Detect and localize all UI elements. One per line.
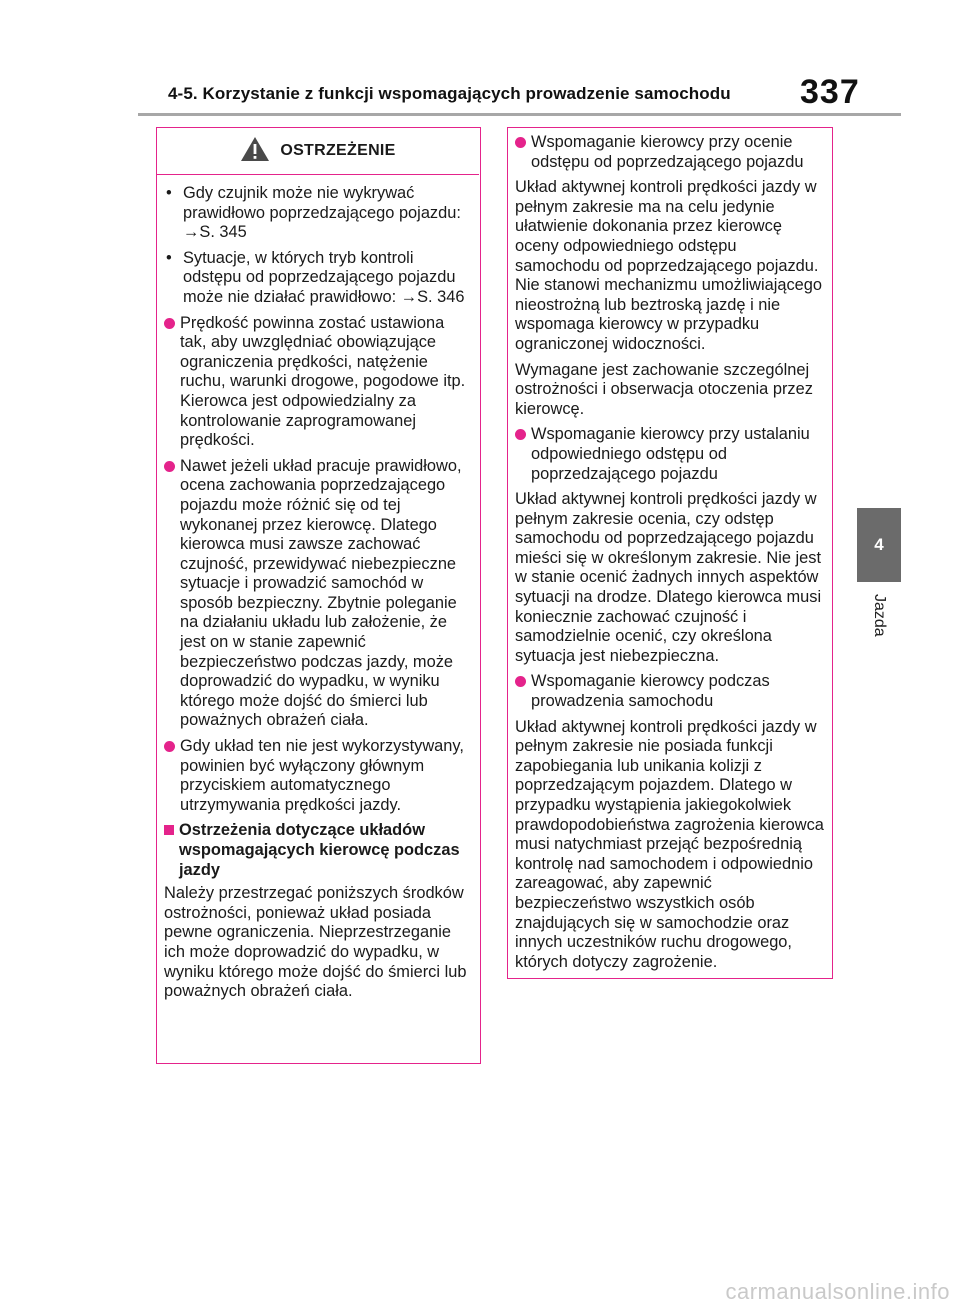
list-item: [164, 249, 472, 308]
section-heading: [515, 425, 824, 484]
item-text: Gdy układ ten nie jest wykorzystywany, powinien być wyłączony głównym przyciskiem automatycznego utrzymywania prędkości jazdy.: [180, 737, 464, 814]
square-bullet-icon: [164, 825, 174, 835]
bullet-marker: •: [166, 184, 172, 202]
item-text: Prędkość powinna zostać ustawiona tak, aby uwzględniać obowiązujące ograniczenia prędkości, natężenie ruchu, warunki drogowe, pogodowe itp. Kierowca jest odpowiedzialny za kontrolowanie zaprogramowanej prędkości.: [180, 313, 466, 450]
watermark: carmanualsonline.info: [725, 1279, 950, 1304]
list-item: [164, 314, 472, 451]
dot-bullet-icon: [515, 676, 526, 687]
section-paragraph: Układ aktywnej kontroli prędkości jazdy w pełnym zakresie ma na celu jedynie ułatwienie dokonania przez kierowcę oceny odpowiedniego odstępu samochodu od poprzedzającego pojazdu. Nie stanowi mechanizmu umożliwiającego nieostrożną lub beztroską jazdę i nie wspomaga kierowcy w przypadku ograniczonej widoczności.: [515, 178, 823, 353]
list-item: [164, 457, 472, 731]
section-title: Wspomaganie kierowcy przy ocenie odstępu od poprzedzającego pojazdu: [531, 133, 804, 171]
chapter-tab[interactable]: 4: [857, 508, 901, 582]
section-paragraph: Układ aktywnej kontroli prędkości jazdy w pełnym zakresie nie posiada funkcji zapobiegania lub unikania kolizji z poprzedzającym pojazdem. Dlatego w przypadku wystąpienia jakiegokolwiek prawdopodobieństwa zagrożenia kierowca musi natychmiast przejąć bezpośrednią kontrolę nad samochodem i odpowiednio zareagować, aby zapewnić bezpieczeństwo wszystkich osób znajdujących się w samochodzie oraz innych uczestników ruchu drogowego, których dotyczy zagrożenie.: [515, 717, 824, 971]
subheading-text: Ostrzeżenia dotyczące układów wspomagających kierowcę podczas jazdy: [179, 821, 460, 879]
page-number: 337: [800, 73, 860, 111]
warning-title: OSTRZEŻENIE: [280, 142, 396, 159]
bullet-text: Sytuacje, w których tryb kontroli odstępu od poprzedzającego pojazdu może nie działać prawidłowo: →S. 346: [183, 248, 465, 306]
dot-bullet-icon: [164, 461, 175, 472]
list-item: [164, 737, 472, 815]
warning-header: [157, 128, 479, 175]
warning-triangle-icon: [240, 136, 270, 167]
page-header-title: 4-5. Korzystanie z funkcji wspomagających prowadzenie samochodu: [168, 84, 731, 103]
dot-bullet-icon: [515, 137, 526, 148]
continued-warning-box: [507, 127, 833, 979]
closing-paragraph: Należy przestrzegać poniższych środków ostrożności, ponieważ układ posiada pewne ograniczenia. Nieprzestrzeganie ich może doprowadzić do wypadku, w wyniku którego może dojść do śmierci lub poważnych obrażeń ciała.: [164, 884, 467, 1001]
section-heading: [515, 672, 824, 711]
chapter-label: Jazda: [871, 594, 888, 637]
list-item: [164, 184, 472, 243]
bullet-marker: •: [166, 248, 172, 267]
section-paragraph: Układ aktywnej kontroli prędkości jazdy w pełnym zakresie ocenia, czy odstęp samochodu od poprzedzającego pojazdu mieści się w określonym zakresie. Nie jest w stanie ocenić żadnych innych aspektów sytuacji na drodze. Dlatego kierowca musi koniecznie zachować czujność i samodzielnie ocenić, czy określona sytuacja jest niebezpieczna.: [515, 490, 822, 665]
header-rule: [138, 113, 901, 116]
right-content: [515, 133, 824, 972]
dot-bullet-icon: [164, 741, 175, 752]
warning-content: [164, 175, 472, 1002]
bullet-text: Gdy czujnik może nie wykrywać prawidłowo poprzedzającego pojazdu: →S. 345: [183, 184, 461, 242]
item-text: Nawet jeżeli układ pracuje prawidłowo, ocena zachowania poprzedzającego pojazdu może różnić się od tej wykonanej przez kierowcę. Dlatego kierowca musi zawsze zachować czujność, przewidywać niebezpieczne sytuacje i prowadzić samochód w sposób bezpieczny. Zbytnie poleganie na działaniu układu lub założenie, że jest on w stanie zapewnić bezpieczeństwo podczas jazdy, może doprowadzić do wypadku, w wyniku którego może dojść do śmierci lub poważnych obrażeń ciała.: [180, 456, 462, 730]
section-heading: [515, 133, 824, 172]
section-title: Wspomaganie kierowcy przy ustalaniu odpowiedniego odstępu od poprzedzającego pojazdu: [531, 425, 810, 483]
section-title: Wspomaganie kierowcy podczas prowadzenia samochodu: [531, 672, 770, 711]
section-paragraph: Wymagane jest zachowanie szczególnej ostrożności i obserwacja otoczenia przez kierowcę.: [515, 360, 813, 418]
dot-bullet-icon: [515, 429, 526, 440]
warning-box: [156, 127, 481, 1064]
dot-bullet-icon: [164, 318, 175, 329]
subheading: [164, 821, 472, 880]
